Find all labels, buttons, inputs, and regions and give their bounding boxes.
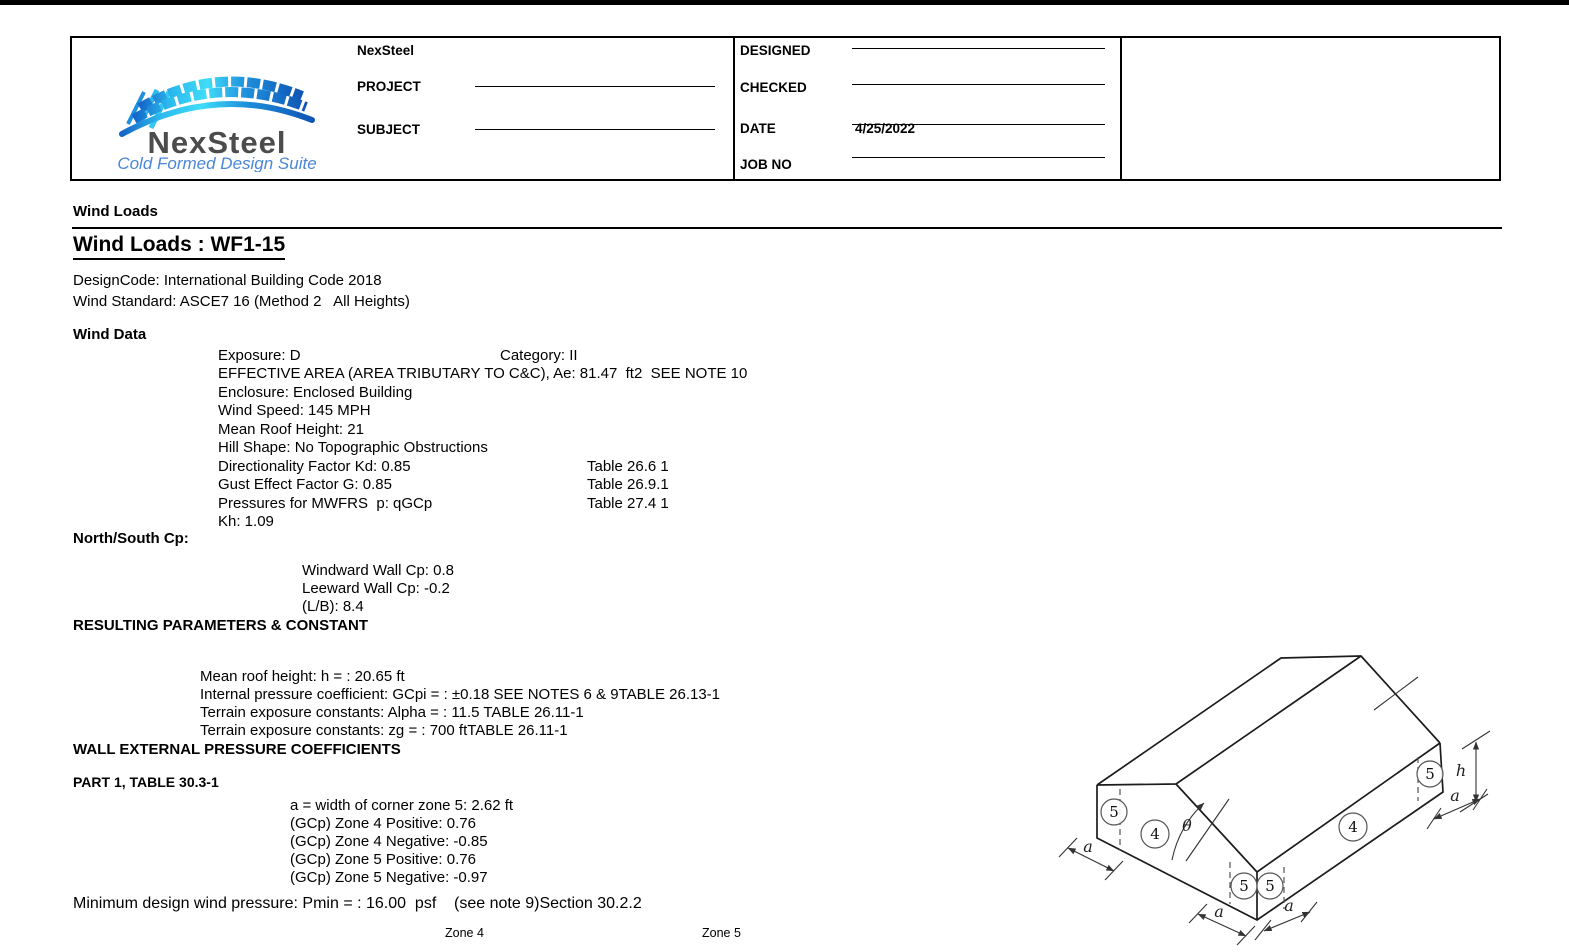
zone4-caption: Zone 4	[445, 926, 484, 940]
h-dim-label: h	[1455, 761, 1467, 780]
nexsteel-logo	[110, 50, 324, 172]
date-label: DATE	[740, 121, 776, 136]
theta-label: θ	[1182, 816, 1192, 835]
wall-zones-building-diagram	[1040, 630, 1569, 952]
date-value: 4/25/2022	[855, 121, 916, 136]
a-dim-label: a	[1284, 896, 1294, 915]
a-dimension-corner-right	[1255, 896, 1317, 940]
kd-line: Directionality Factor Kd: 0.85	[218, 458, 411, 475]
wind-data-heading: Wind Data	[73, 326, 147, 343]
a-dimension-right	[1427, 786, 1487, 829]
wind-standard-line: Wind Standard: ASCE7 16 (Method 2 All Heights)	[73, 293, 410, 310]
report-title: Wind Loads : WF1-15	[73, 233, 285, 260]
title-block-divider-2	[1120, 36, 1122, 181]
zone5-marker: 5	[1239, 877, 1249, 895]
project-field	[475, 86, 715, 87]
kh-line: Kh: 1.09	[218, 513, 274, 530]
corner-zone-width-line: a = width of corner zone 5: 2.62 ft	[290, 797, 514, 814]
top-bar	[0, 0, 1569, 5]
a-dim-label: a	[1083, 837, 1093, 856]
category-line: Category: II	[500, 347, 578, 364]
mean-roof-h-line: Mean roof height: h = : 20.65 ft	[200, 668, 405, 685]
logo-wordmark: NexSteel	[147, 125, 287, 160]
subject-field	[475, 129, 715, 130]
checked-label: CHECKED	[740, 80, 807, 95]
zone5-marker: 5	[1265, 877, 1275, 895]
hill-shape-line: Hill Shape: No Topographic Obstructions	[218, 439, 488, 456]
effective-area-line: EFFECTIVE AREA (AREA TRIBUTARY TO C&C), Ae: 81.47 ft2 SEE NOTE 10	[218, 365, 748, 382]
a-dimension-corner-left	[1189, 902, 1255, 945]
zone-number-markers	[1101, 761, 1443, 899]
resulting-params-heading: RESULTING PARAMETERS & CONSTANT	[73, 617, 368, 634]
north-south-cp-heading: North/South Cp:	[73, 530, 189, 547]
subject-label: SUBJECT	[357, 122, 421, 137]
mwfrs-table-ref: Table 27.4 1	[587, 495, 669, 512]
gcp-z5-neg-line: (GCp) Zone 5 Negative: -0.97	[290, 869, 488, 886]
gust-table-ref: Table 26.9.1	[587, 476, 669, 493]
roof-angle-theta	[1172, 799, 1229, 861]
wall-coeff-heading: WALL EXTERNAL PRESSURE COEFFICIENTS	[73, 741, 401, 758]
section-rule	[72, 227, 1502, 229]
wind-speed-line: Wind Speed: 145 MPH	[218, 402, 371, 419]
checked-field	[852, 84, 1105, 85]
gcp-z4-pos-line: (GCp) Zone 4 Positive: 0.76	[290, 815, 476, 832]
a-dimension-left	[1059, 837, 1123, 880]
gcp-z5-pos-line: (GCp) Zone 5 Positive: 0.76	[290, 851, 476, 868]
design-code-line: DesignCode: International Building Code 2018	[73, 272, 382, 289]
zg-line: Terrain exposure constants: zg = : 700 ftTABLE 26.11-1	[200, 722, 568, 739]
leeward-cp-line: Leeward Wall Cp: -0.2	[302, 580, 450, 597]
part1-heading: PART 1, TABLE 30.3-1	[73, 774, 219, 790]
gcpi-line: Internal pressure coefficient: GCpi = : ±0.18 SEE NOTES 6 & 9TABLE 26.13-1	[200, 686, 721, 703]
designed-field	[852, 48, 1105, 49]
project-label: PROJECT	[357, 79, 421, 94]
zone4-marker: 4	[1348, 818, 1358, 836]
windward-cp-line: Windward Wall Cp: 0.8	[302, 562, 454, 579]
designed-label: DESIGNED	[740, 43, 811, 58]
a-dim-label: a	[1450, 786, 1460, 805]
zone5-caption: Zone 5	[702, 926, 741, 940]
kd-table-ref: Table 26.6 1	[587, 458, 669, 475]
zone5-marker: 5	[1109, 803, 1119, 821]
zone5-marker: 5	[1425, 765, 1435, 783]
mwfrs-line: Pressures for MWFRS p: qGCp	[218, 495, 433, 512]
h-dimension	[1374, 677, 1490, 812]
company-name: NexSteel	[357, 43, 415, 58]
enclosure-line: Enclosure: Enclosed Building	[218, 384, 413, 401]
logo-tagline: Cold Formed Design Suite	[117, 154, 317, 172]
title-block-divider-1	[733, 36, 735, 181]
alpha-line: Terrain exposure constants: Alpha = : 11.5 TABLE 26.11-1	[200, 704, 584, 721]
gcp-z4-neg-line: (GCp) Zone 4 Negative: -0.85	[290, 833, 488, 850]
mean-roof-height-line: Mean Roof Height: 21	[218, 421, 364, 438]
zone4-marker: 4	[1150, 825, 1160, 843]
date-field	[852, 124, 1105, 125]
job-no-field	[852, 157, 1105, 158]
exposure-line: Exposure: D	[218, 347, 301, 364]
gust-factor-line: Gust Effect Factor G: 0.85	[218, 476, 392, 493]
a-dim-label: a	[1214, 902, 1224, 921]
min-pressure-line: Minimum design wind pressure: Pmin = : 16.00 psf (see note 9)Section 30.2.2	[73, 895, 642, 912]
lb-ratio-line: (L/B): 8.4	[302, 598, 364, 615]
section-title: Wind Loads	[73, 203, 158, 220]
job-no-label: JOB NO	[740, 157, 792, 172]
